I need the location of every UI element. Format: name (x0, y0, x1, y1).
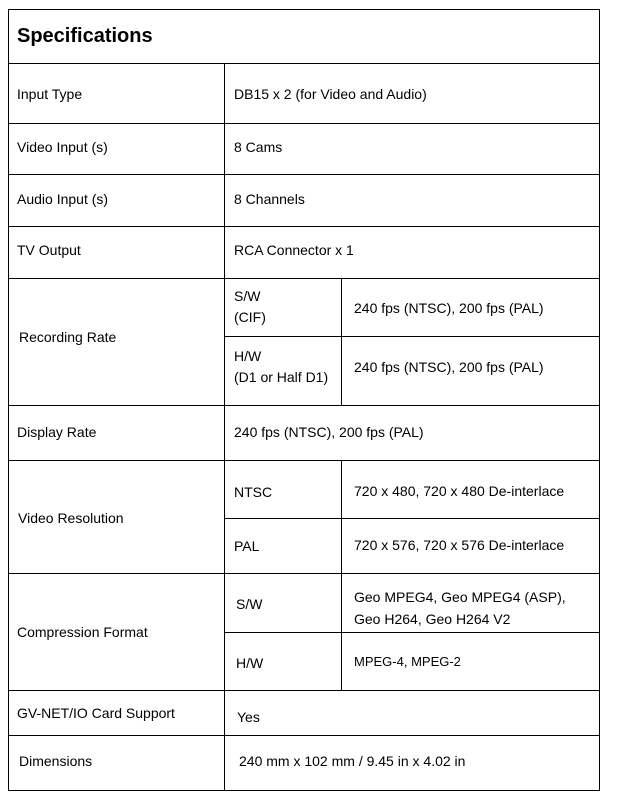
table-border-bottom (8, 790, 600, 791)
row-divider (8, 735, 600, 736)
sub-label-pal: PAL (234, 538, 260, 554)
value-recording-sw: 240 fps (NTSC), 200 fps (PAL) (354, 300, 544, 316)
row-divider (8, 63, 600, 64)
row-divider (8, 573, 600, 574)
sub-column-divider (341, 573, 342, 691)
value-input-type: DB15 x 2 (for Video and Audio) (234, 86, 427, 102)
row-divider (8, 405, 600, 406)
column-divider (224, 63, 225, 791)
sub-label-recording-hw: H/W (234, 348, 262, 364)
specifications-table (8, 9, 600, 791)
row-divider (8, 174, 600, 175)
sub-label-recording-sw-detail: (CIF) (234, 309, 266, 325)
table-title: Specifications (17, 25, 153, 47)
sub-column-divider (341, 460, 342, 574)
value-tv-output: RCA Connector x 1 (234, 242, 354, 258)
row-divider (8, 460, 600, 461)
value-compression-sw-line2: Geo H264, Geo H264 V2 (354, 611, 511, 627)
table-border-top (8, 9, 600, 10)
label-input-type: Input Type (17, 86, 83, 102)
value-gv-net-io: Yes (237, 709, 260, 725)
value-audio-input: 8 Channels (234, 191, 305, 207)
value-video-input: 8 Cams (234, 139, 283, 155)
value-recording-hw: 240 fps (NTSC), 200 fps (PAL) (354, 359, 544, 375)
label-audio-input: Audio Input (s) (17, 191, 109, 207)
label-compression-format: Compression Format (17, 624, 148, 640)
sub-row-divider (224, 632, 600, 633)
sub-label-compression-hw: H/W (236, 655, 264, 671)
label-video-resolution: Video Resolution (18, 510, 124, 526)
sub-row-divider (224, 518, 600, 519)
label-tv-output: TV Output (17, 242, 81, 258)
label-display-rate: Display Rate (17, 424, 97, 440)
table-border-right (599, 9, 600, 791)
sub-label-compression-sw: S/W (236, 596, 263, 612)
value-dimensions: 240 mm x 102 mm / 9.45 in x 4.02 in (239, 753, 466, 769)
row-divider (8, 278, 600, 279)
row-divider (8, 123, 600, 124)
value-ntsc: 720 x 480, 720 x 480 De-interlace (354, 483, 565, 499)
sub-label-ntsc: NTSC (234, 484, 273, 500)
row-divider (8, 690, 600, 691)
table-border-left (8, 9, 9, 791)
label-gv-net-io: GV-NET/IO Card Support (17, 705, 175, 721)
value-pal: 720 x 576, 720 x 576 De-interlace (354, 537, 565, 553)
sub-label-recording-sw: S/W (234, 288, 261, 304)
label-recording-rate: Recording Rate (19, 329, 117, 345)
label-video-input: Video Input (s) (17, 139, 108, 155)
row-divider (8, 226, 600, 227)
value-compression-sw-line1: Geo MPEG4, Geo MPEG4 (ASP), (354, 589, 566, 605)
sub-row-divider (224, 336, 600, 337)
sub-column-divider (341, 278, 342, 406)
sub-label-recording-hw-detail: (D1 or Half D1) (234, 369, 329, 385)
label-dimensions: Dimensions (19, 753, 93, 769)
value-display-rate: 240 fps (NTSC), 200 fps (PAL) (234, 424, 424, 440)
value-compression-hw: MPEG-4, MPEG-2 (354, 654, 461, 669)
